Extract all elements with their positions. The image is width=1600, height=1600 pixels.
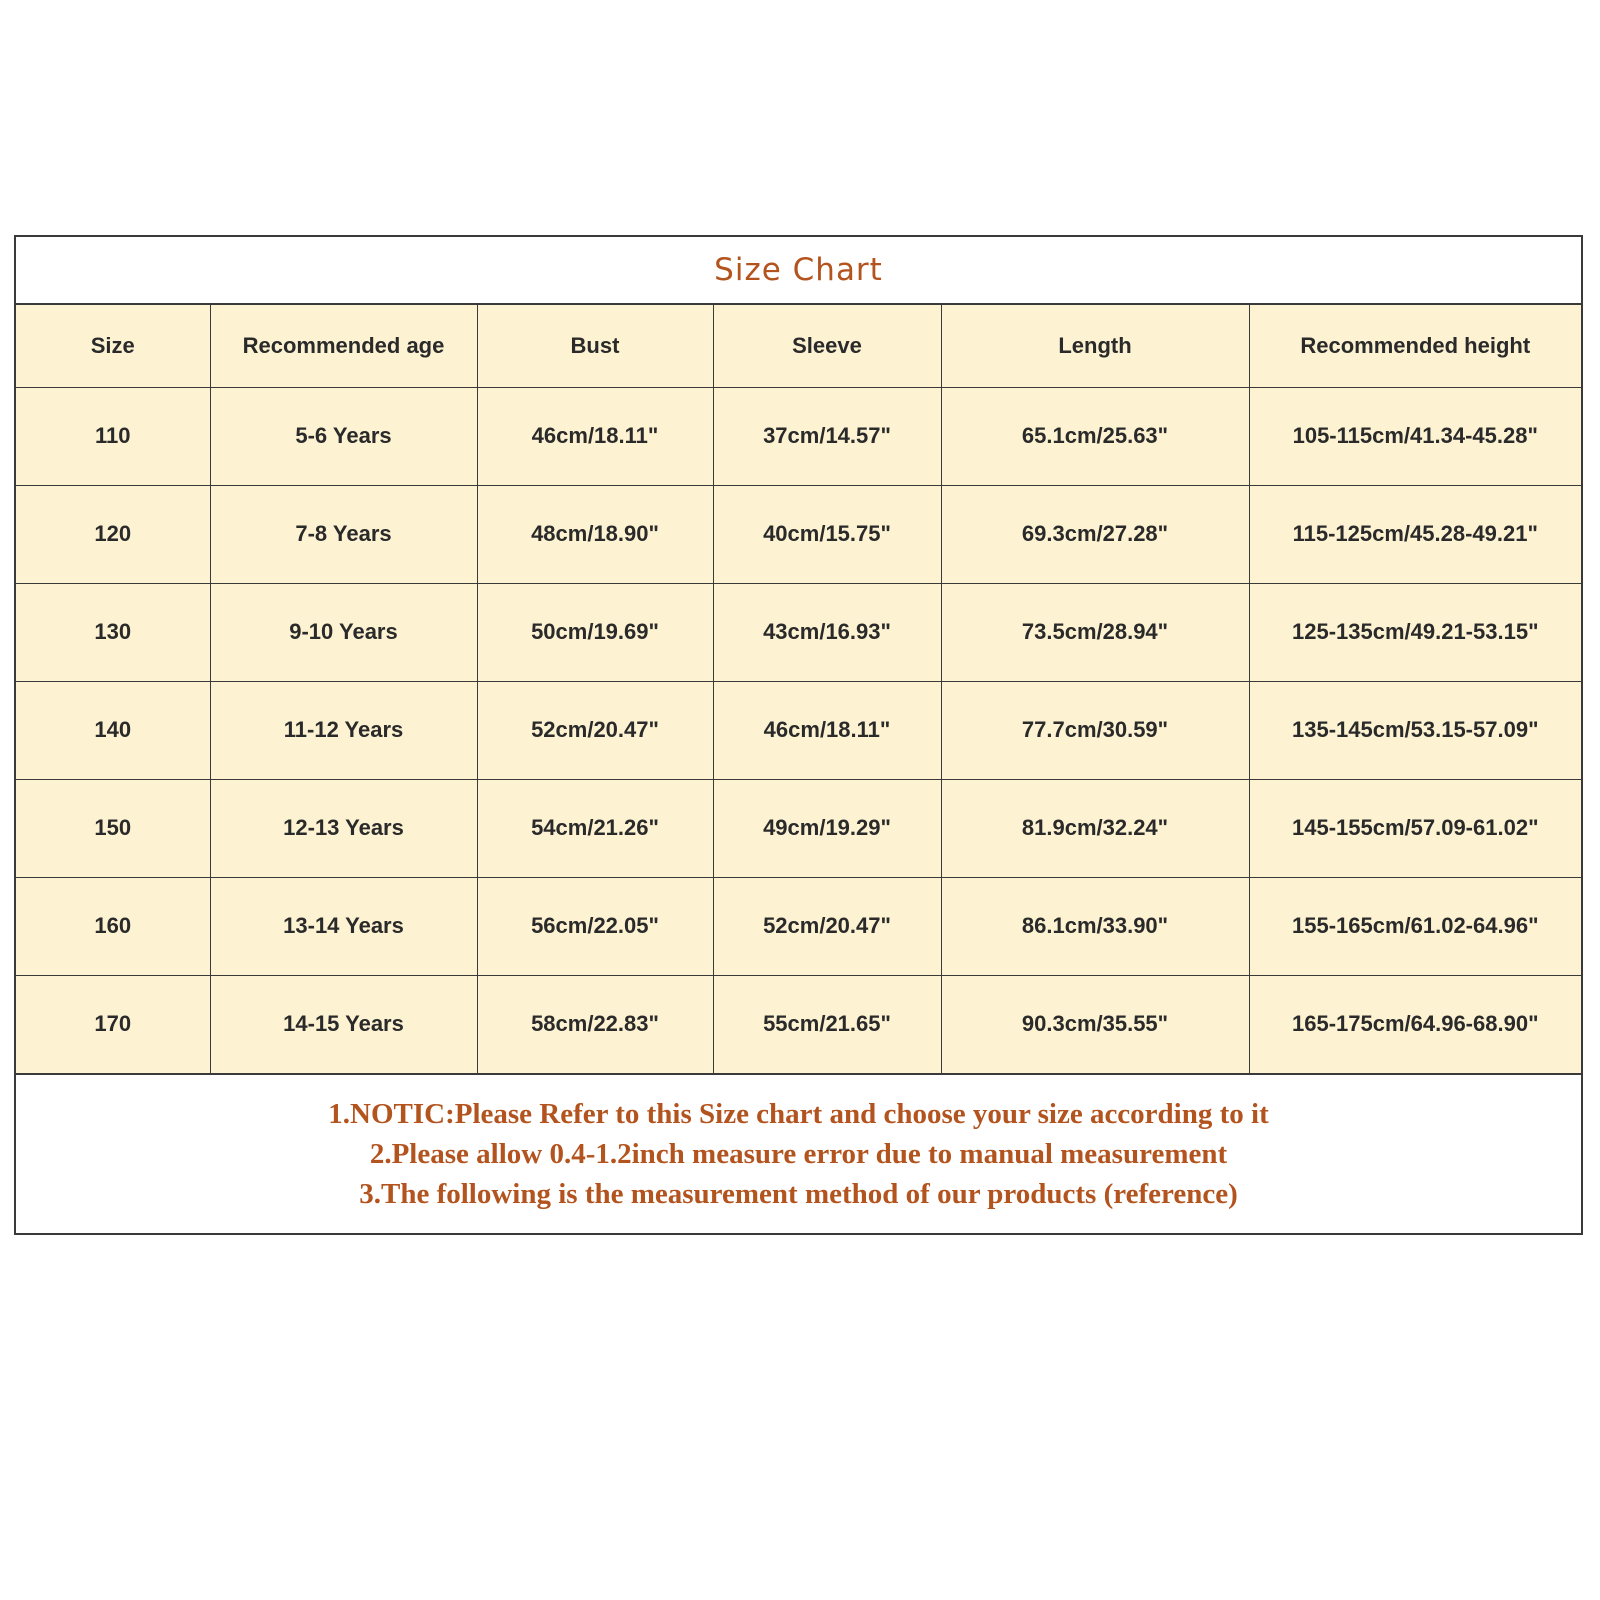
table-row <box>16 681 1581 779</box>
notes-section <box>16 1074 1581 1234</box>
note-line-2: 2.Please allow 0.4-1.2inch measure error due to manual measurement <box>369 1138 1228 1170</box>
cell-bust: 54cm/21.26" <box>477 779 713 877</box>
cell-age: 9-10 Years <box>210 583 477 681</box>
note-line-3: 3.The following is the measurement method of our products (reference) <box>359 1178 1238 1210</box>
cell-length: 69.3cm/27.28" <box>941 485 1249 583</box>
header-row <box>16 305 1581 387</box>
cell-sleeve: 40cm/15.75" <box>713 485 941 583</box>
cell-length: 73.5cm/28.94" <box>941 583 1249 681</box>
cell-size: 130 <box>16 583 210 681</box>
cell-bust: 48cm/18.90" <box>477 485 713 583</box>
cell-height: 105-115cm/41.34-45.28" <box>1249 387 1581 485</box>
cell-height: 135-145cm/53.15-57.09" <box>1249 681 1581 779</box>
cell-bust: 58cm/22.83" <box>477 975 713 1073</box>
cell-height: 115-125cm/45.28-49.21" <box>1249 485 1581 583</box>
cell-size: 120 <box>16 485 210 583</box>
cell-length: 65.1cm/25.63" <box>941 387 1249 485</box>
cell-age: 11-12 Years <box>210 681 477 779</box>
cell-height: 165-175cm/64.96-68.90" <box>1249 975 1581 1073</box>
table-row <box>16 975 1581 1073</box>
cell-height: 125-135cm/49.21-53.15" <box>1249 583 1581 681</box>
cell-length: 86.1cm/33.90" <box>941 877 1249 975</box>
cell-bust: 56cm/22.05" <box>477 877 713 975</box>
header-recommended-age: Recommended age <box>210 305 477 387</box>
cell-length: 90.3cm/35.55" <box>941 975 1249 1073</box>
cell-sleeve: 43cm/16.93" <box>713 583 941 681</box>
cell-age: 14-15 Years <box>210 975 477 1073</box>
cell-age: 5-6 Years <box>210 387 477 485</box>
chart-title: Size Chart <box>16 237 1581 305</box>
cell-sleeve: 55cm/21.65" <box>713 975 941 1073</box>
cell-age: 7-8 Years <box>210 485 477 583</box>
cell-sleeve: 46cm/18.11" <box>713 681 941 779</box>
size-chart-frame <box>14 235 1583 1235</box>
table-row <box>16 779 1581 877</box>
cell-size: 110 <box>16 387 210 485</box>
cell-sleeve: 52cm/20.47" <box>713 877 941 975</box>
cell-bust: 46cm/18.11" <box>477 387 713 485</box>
table-row <box>16 583 1581 681</box>
cell-size: 150 <box>16 779 210 877</box>
size-table <box>16 305 1581 1074</box>
table-row <box>16 877 1581 975</box>
table-row <box>16 387 1581 485</box>
header-recommended-height: Recommended height <box>1249 305 1581 387</box>
header-bust: Bust <box>477 305 713 387</box>
cell-sleeve: 37cm/14.57" <box>713 387 941 485</box>
cell-bust: 52cm/20.47" <box>477 681 713 779</box>
cell-height: 155-165cm/61.02-64.96" <box>1249 877 1581 975</box>
header-sleeve: Sleeve <box>713 305 941 387</box>
cell-size: 160 <box>16 877 210 975</box>
table-row <box>16 485 1581 583</box>
cell-height: 145-155cm/57.09-61.02" <box>1249 779 1581 877</box>
cell-age: 13-14 Years <box>210 877 477 975</box>
cell-length: 77.7cm/30.59" <box>941 681 1249 779</box>
cell-size: 170 <box>16 975 210 1073</box>
cell-age: 12-13 Years <box>210 779 477 877</box>
header-length: Length <box>941 305 1249 387</box>
cell-bust: 50cm/19.69" <box>477 583 713 681</box>
cell-sleeve: 49cm/19.29" <box>713 779 941 877</box>
note-line-1: 1.NOTIC:Please Refer to this Size chart and choose your size according to it <box>328 1098 1269 1130</box>
cell-length: 81.9cm/32.24" <box>941 779 1249 877</box>
header-size: Size <box>16 305 210 387</box>
cell-size: 140 <box>16 681 210 779</box>
